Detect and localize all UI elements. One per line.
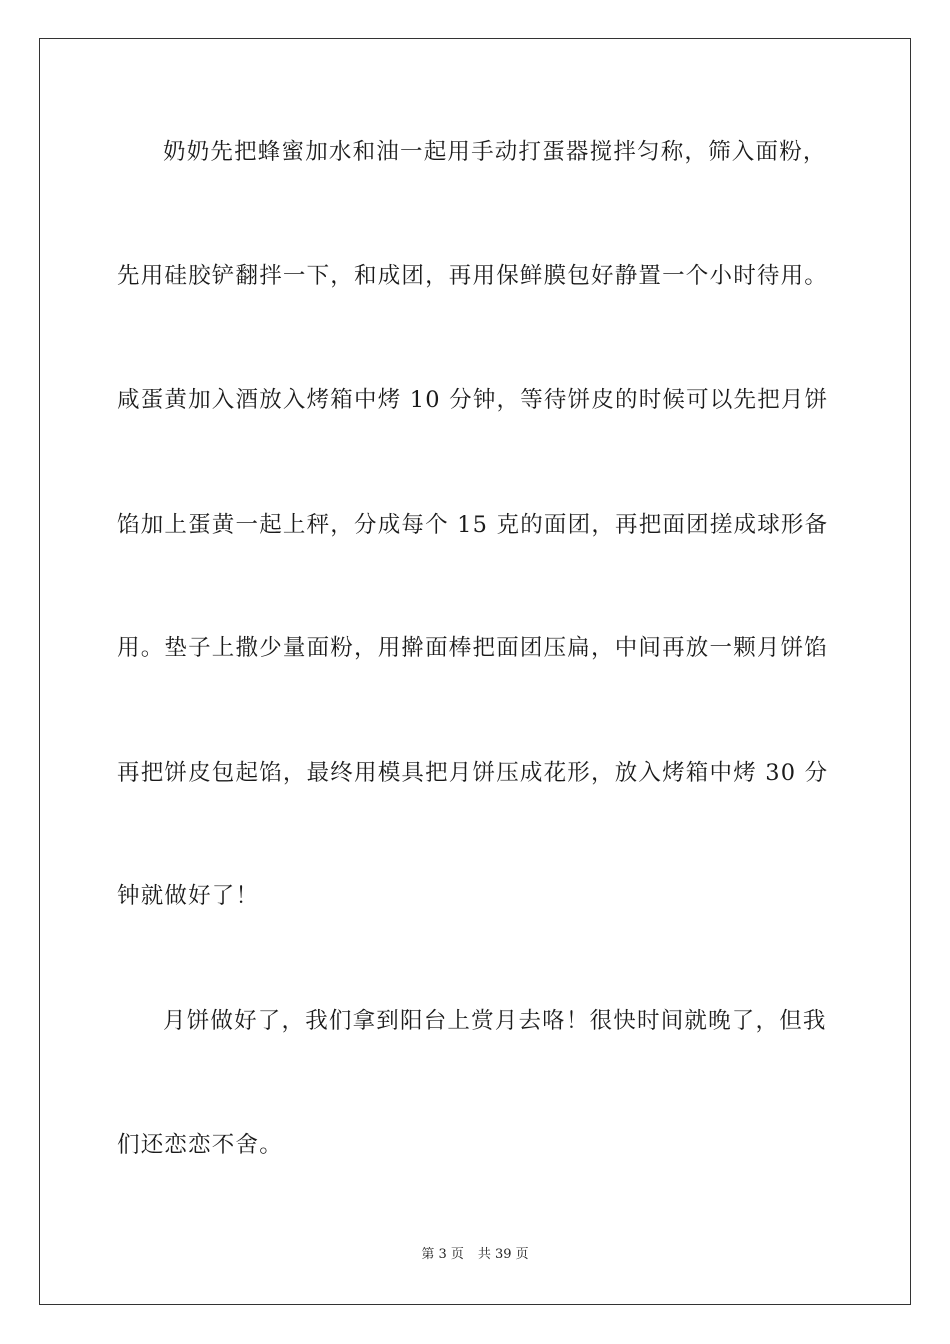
paragraph-line-6: 再把饼皮包起馅，最终用模具把月饼压成花形，放入烤箱中烤 30 分 — [117, 760, 829, 786]
page-total: 共 39 页 — [477, 1247, 529, 1262]
paragraph-line-1: 奶奶先把蜂蜜加水和油一起用手动打蛋器搅拌匀称，筛入面粉， — [163, 139, 827, 165]
page-footer — [0, 1246, 950, 1264]
page-number: 第 3 页 — [421, 1247, 464, 1262]
paragraph-line-4: 馅加上蛋黄一起上秤，分成每个 15 克的面团，再把面团搓成球形备 — [117, 512, 829, 538]
paragraph-line-3: 咸蛋黄加入酒放入烤箱中烤 10 分钟，等待饼皮的时候可以先把月饼 — [117, 387, 829, 413]
paragraph-line-8: 月饼做好了，我们拿到阳台上赏月去咯！很快时间就晚了，但我 — [163, 1008, 827, 1034]
paragraph-line-7: 钟就做好了！ — [117, 883, 260, 909]
paragraph-line-9: 们还恋恋不舍。 — [117, 1132, 283, 1158]
paragraph-line-5: 用。垫子上撒少量面粉，用擀面棒把面团压扁，中间再放一颗月饼馅 — [117, 635, 829, 661]
paragraph-line-2: 先用硅胶铲翻拌一下，和成团，再用保鲜膜包好静置一个小时待用。 — [117, 263, 829, 289]
page-frame — [39, 38, 911, 1305]
